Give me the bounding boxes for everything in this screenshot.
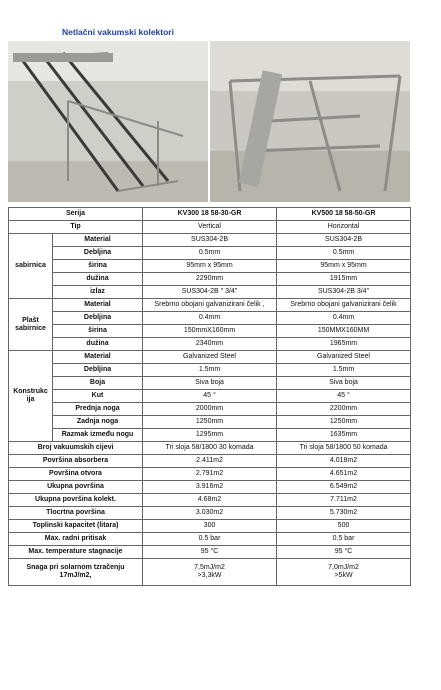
konstrukcija-row	[9, 416, 411, 429]
plast-row	[9, 299, 411, 312]
sabirnica-row	[9, 273, 411, 286]
sabirnica-param-label: izlaz	[53, 286, 143, 299]
konstrukcija-param-label: Kut	[53, 390, 143, 403]
snaga-row	[9, 559, 411, 586]
spec-row	[9, 468, 411, 481]
plast-value-2: Srebrno obojani galvanizirani čelik	[277, 299, 411, 312]
snaga-value-1	[143, 559, 277, 586]
sabirnica-value-1: 2290mm	[143, 273, 277, 286]
konstrukcija-value-2: 45 °	[277, 390, 411, 403]
snaga-label: Snaga pri solarnom tzračenju 17mJ/m2,	[9, 559, 143, 586]
plast-row	[9, 338, 411, 351]
konstrukcija-value-2: Galvanized Steel	[277, 351, 411, 364]
sabirnica-value-2: 1915mm	[277, 273, 411, 286]
sabirnica-param-label: širina	[53, 260, 143, 273]
snaga-value-2	[277, 559, 411, 586]
spec-value-1: 3.030m2	[143, 507, 277, 520]
sabirnica-value-2: SUS304-2B 3/4"	[277, 286, 411, 299]
spec-value-2: 4.651m2	[277, 468, 411, 481]
plast-group-label: Plašt sabirnice	[9, 299, 53, 351]
konstrukcija-param-label: Zadnja noga	[53, 416, 143, 429]
sabirnica-value-1: SUS304-2B	[143, 234, 277, 247]
spec-label: Ukupna površina kolekt.	[9, 494, 143, 507]
plast-row	[9, 312, 411, 325]
photo-horizontal-collector	[210, 41, 410, 202]
spec-row	[9, 481, 411, 494]
spec-row	[9, 520, 411, 533]
konstrukcija-value-2: 1.5mm	[277, 364, 411, 377]
snaga-value-2-line1: 7,0mJ/m2	[328, 564, 359, 572]
spec-label: Površina absorbera	[9, 455, 143, 468]
sabirnica-value-2: 95mm x 95mm	[277, 260, 411, 273]
spec-value-1: 3.916m2	[143, 481, 277, 494]
konstrukcija-value-2: Siva boja	[277, 377, 411, 390]
sabirnica-value-2: SUS304-2B	[277, 234, 411, 247]
spec-value-2: 4.018m2	[277, 455, 411, 468]
snaga-value-1-line2: >3,3kW	[197, 572, 222, 579]
konstrukcija-row	[9, 351, 411, 364]
konstrukcija-param-label: Prednja noga	[53, 403, 143, 416]
sabirnica-param-label: Material	[53, 234, 143, 247]
tip-value-2: Horizontal	[277, 221, 411, 234]
plast-param-label: Debljina	[53, 312, 143, 325]
plast-value-1: 150mmX160mm	[143, 325, 277, 338]
konstrukcija-value-1: 2000mm	[143, 403, 277, 416]
spec-value-2: 5.730m2	[277, 507, 411, 520]
sabirnica-row	[9, 247, 411, 260]
konstrukcija-value-1: 1295mm	[143, 429, 277, 442]
header-serija: Serija	[9, 208, 143, 221]
konstrukcija-param-label: Boja	[53, 377, 143, 390]
spec-row	[9, 442, 411, 455]
spec-value-1: 0.5 bar	[143, 533, 277, 546]
spec-value-2: 7.711m2	[277, 494, 411, 507]
snaga-value-1-line1: 7,5mJ/m2	[194, 564, 225, 572]
tip-row	[9, 221, 411, 234]
page-title: Netlačni vakumski kolektori	[62, 27, 174, 37]
plast-param-label: dužina	[53, 338, 143, 351]
sabirnica-param-label: dužina	[53, 273, 143, 286]
spec-value-1: Tri sloja 58/1800 30 komada	[143, 442, 277, 455]
konstrukcija-param-label: Razmak između nogu	[53, 429, 143, 442]
spec-value-2: 95 °C	[277, 546, 411, 559]
spec-row	[9, 494, 411, 507]
spec-label: Tlocrtna površina	[9, 507, 143, 520]
konstrukcija-row	[9, 377, 411, 390]
konstrukcija-value-1: 1.5mm	[143, 364, 277, 377]
konstrukcija-value-2: 1635mm	[277, 429, 411, 442]
spec-value-1: 2.411m2	[143, 455, 277, 468]
sabirnica-group-label: sabirnica	[9, 234, 53, 299]
konstrukcija-value-1: 1250mm	[143, 416, 277, 429]
plast-value-1: 2340mm	[143, 338, 277, 351]
spec-value-2: 6.549m2	[277, 481, 411, 494]
header-model-1: KV300 18 58-30-GR	[143, 208, 277, 221]
spec-value-1: 95 °C	[143, 546, 277, 559]
spec-label: Max. radni pritisak	[9, 533, 143, 546]
konstrukcija-group-label: Konstrukc ija	[9, 351, 53, 442]
konstrukcija-value-1: Galvanized Steel	[143, 351, 277, 364]
spec-value-1: 4.68m2	[143, 494, 277, 507]
tip-value-1: Vertical	[143, 221, 277, 234]
plast-value-2: 1965mm	[277, 338, 411, 351]
plast-value-2: 150MMX160MM	[277, 325, 411, 338]
sabirnica-value-1: 0.5mm	[143, 247, 277, 260]
plast-param-label: širina	[53, 325, 143, 338]
sabirnica-param-label: Debljina	[53, 247, 143, 260]
plast-value-2: 0.4mm	[277, 312, 411, 325]
sabirnica-value-1: SUS304-2B " 3/4"	[143, 286, 277, 299]
spec-value-2: 0.5 bar	[277, 533, 411, 546]
sabirnica-row	[9, 286, 411, 299]
konstrukcija-value-2: 1250mm	[277, 416, 411, 429]
konstrukcija-param-label: Material	[53, 351, 143, 364]
plast-row	[9, 325, 411, 338]
photo-vertical-collector	[8, 41, 208, 202]
spec-value-2: 500	[277, 520, 411, 533]
header-row	[9, 208, 411, 221]
konstrukcija-value-2: 2200mm	[277, 403, 411, 416]
spec-table	[8, 207, 411, 586]
spec-label: Toplinski kapacitet (litara)	[9, 520, 143, 533]
konstrukcija-value-1: 45 °	[143, 390, 277, 403]
tip-label: Tip	[9, 221, 143, 234]
spec-value-2: Tri sloja 58/1800 50 komada	[277, 442, 411, 455]
spec-row	[9, 533, 411, 546]
sabirnica-value-1: 95mm x 95mm	[143, 260, 277, 273]
konstrukcija-row	[9, 403, 411, 416]
plast-value-1: Srebrno obojani galvanizirani čelik ,	[143, 299, 277, 312]
spec-row	[9, 455, 411, 468]
spec-row	[9, 507, 411, 520]
spec-label: Ukupna površina	[9, 481, 143, 494]
sabirnica-value-2: 0.5mm	[277, 247, 411, 260]
snaga-value-2-line2: >5kW	[334, 572, 353, 579]
konstrukcija-param-label: Debljina	[53, 364, 143, 377]
konstrukcija-row	[9, 364, 411, 377]
sabirnica-row	[9, 234, 411, 247]
spec-label: Max. temperature stagnacije	[9, 546, 143, 559]
spec-label: Površina otvora	[9, 468, 143, 481]
spec-value-1: 300	[143, 520, 277, 533]
product-photos	[8, 41, 410, 202]
plast-param-label: Material	[53, 299, 143, 312]
spec-label: Broj vakuumskih cijevi	[9, 442, 143, 455]
konstrukcija-row	[9, 429, 411, 442]
konstrukcija-row	[9, 390, 411, 403]
sabirnica-row	[9, 260, 411, 273]
konstrukcija-value-1: Siva boja	[143, 377, 277, 390]
spec-value-1: 2.791m2	[143, 468, 277, 481]
spec-row	[9, 546, 411, 559]
plast-value-1: 0.4mm	[143, 312, 277, 325]
header-model-2: KV500 18 58-50-GR	[277, 208, 411, 221]
